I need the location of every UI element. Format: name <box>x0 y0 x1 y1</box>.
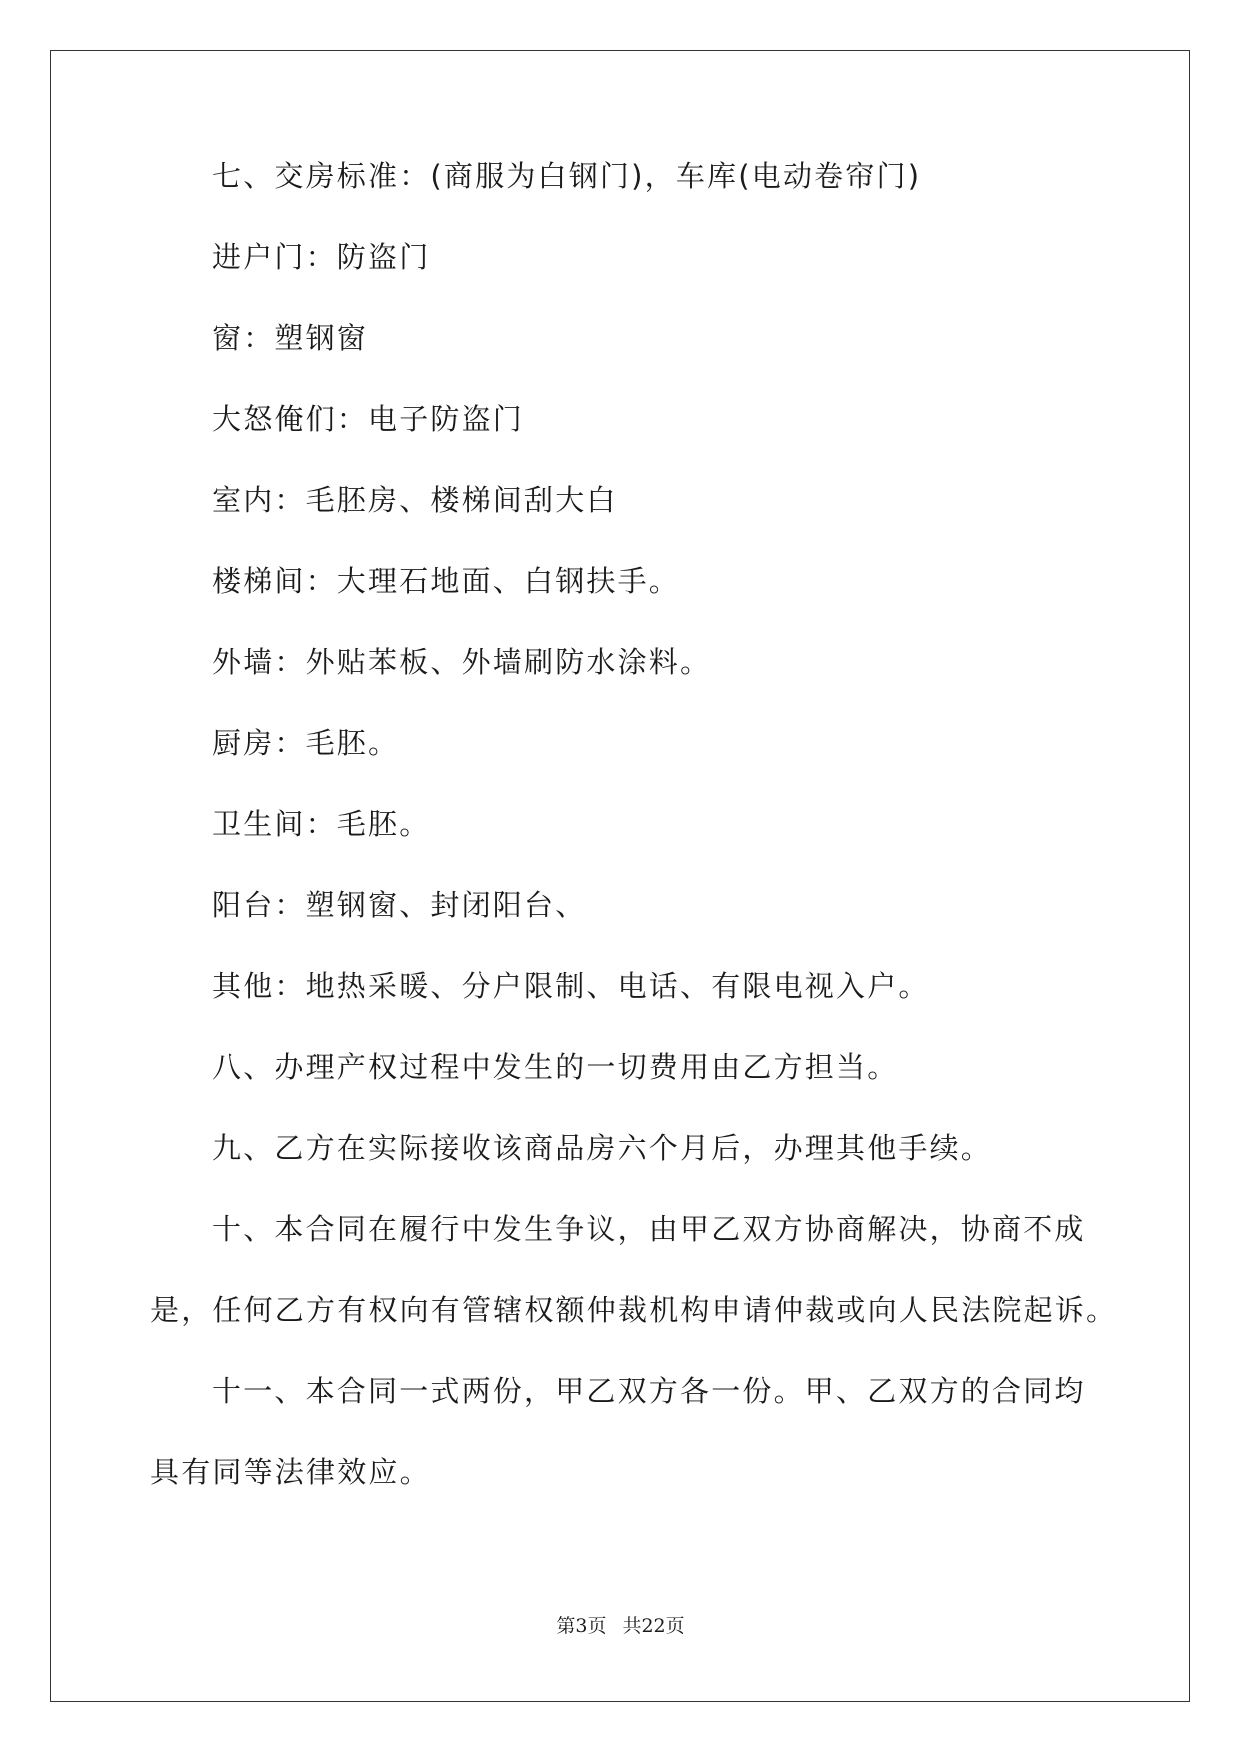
paragraph-line: 其他：地热采暖、分户限制、电话、有限电视入户。 <box>212 969 930 1003</box>
paragraph-line: 窗：塑钢窗 <box>212 321 369 355</box>
paragraph-line: 卫生间：毛胚。 <box>212 807 431 841</box>
paragraph-line: 进户门：防盗门 <box>212 240 431 274</box>
paragraph-line: 阳台：塑钢窗、封闭阳台、 <box>212 888 587 922</box>
page-number-current: 第3页 <box>556 1615 607 1637</box>
page-footer <box>0 1614 1241 1638</box>
paragraph-line: 十一、本合同一式两份，甲乙双方各一份。甲、乙双方的合同均 <box>212 1374 1086 1408</box>
page-number-total: 共22页 <box>622 1615 685 1637</box>
paragraph-line: 楼梯间：大理石地面、白钢扶手。 <box>212 564 681 598</box>
paragraph-line: 九、乙方在实际接收该商品房六个月后，办理其他手续。 <box>212 1131 993 1165</box>
paragraph-line: 具有同等法律效应。 <box>150 1455 431 1489</box>
paragraph-line: 大怒俺们：电子防盗门 <box>212 402 525 436</box>
paragraph-line: 八、办理产权过程中发生的一切费用由乙方担当。 <box>212 1050 899 1084</box>
paragraph-line: 室内：毛胚房、楼梯间刮大白 <box>212 483 618 517</box>
paragraph-line: 外墙：外贴苯板、外墙刷防水涂料。 <box>212 645 712 679</box>
paragraph-line: 十、本合同在履行中发生争议，由甲乙双方协商解决，协商不成 <box>212 1212 1086 1246</box>
paragraph-line: 厨房：毛胚。 <box>212 726 400 760</box>
paragraph-line: 是，任何乙方有权向有管辖权额仲裁机构申请仲裁或向人民法院起诉。 <box>150 1293 1118 1327</box>
paragraph-line: 七、交房标准：(商服为白钢门)，车库(电动卷帘门) <box>212 159 922 193</box>
